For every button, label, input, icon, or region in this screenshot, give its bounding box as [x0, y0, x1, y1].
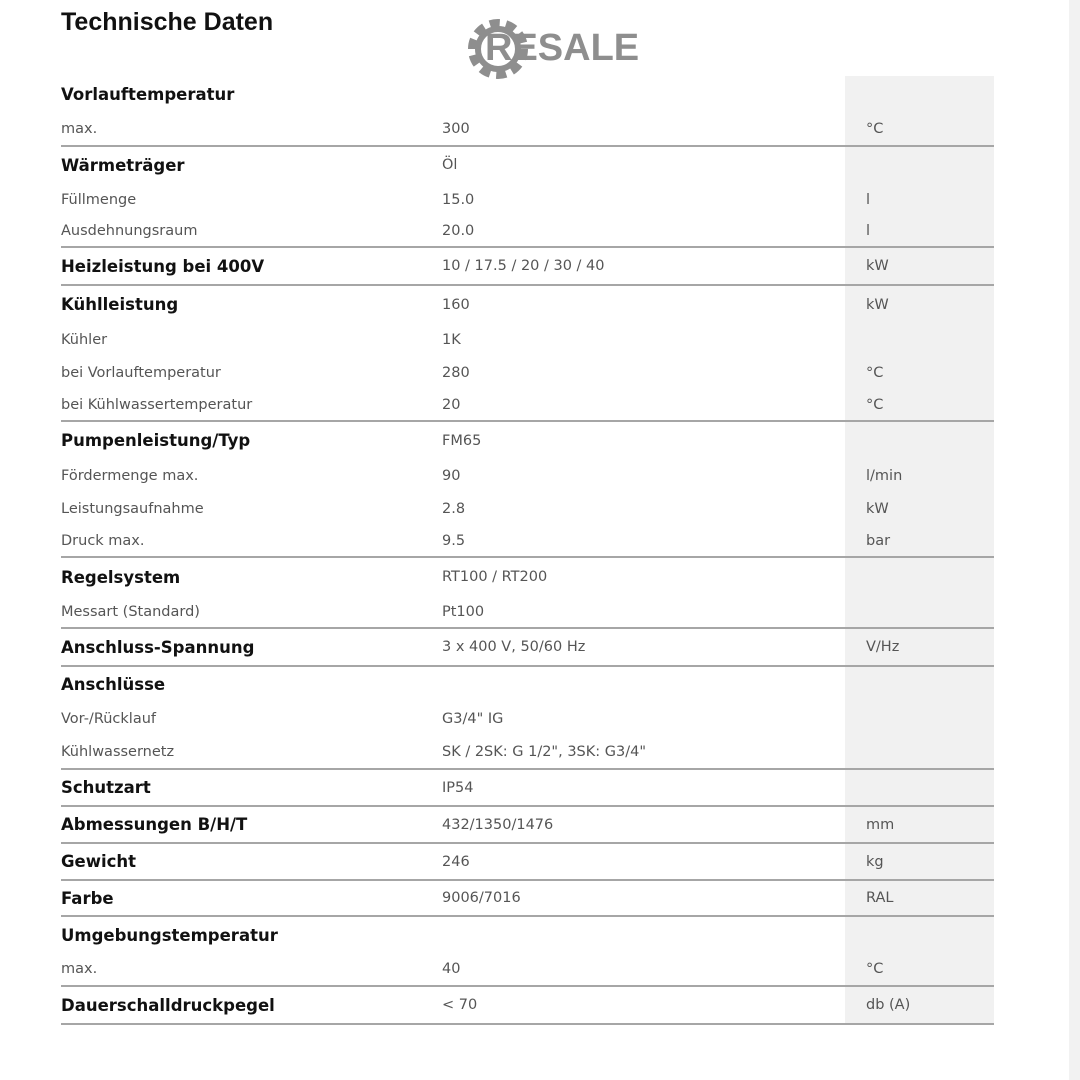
spec-value: 90 [442, 467, 461, 484]
spec-label: Fördermenge max. [61, 467, 199, 484]
table-row [61, 183, 994, 216]
spec-label: Messart (Standard) [61, 603, 200, 620]
spec-unit [866, 667, 991, 702]
table-row [61, 807, 994, 844]
spec-label: Regelsystem [61, 567, 181, 587]
table-row [61, 596, 994, 629]
spec-unit: l [866, 191, 871, 208]
spec-value: Öl [442, 157, 458, 173]
spec-value: 432/1350/1476 [442, 816, 554, 833]
spec-value: 15.0 [442, 191, 475, 208]
spec-unit [866, 596, 991, 627]
spec-unit [866, 736, 991, 768]
spec-unit: bar [866, 532, 891, 549]
spec-unit: RAL [866, 890, 894, 906]
spec-value: FM65 [442, 432, 482, 449]
spec-unit [866, 323, 991, 356]
spec-label: Kühlleistung [61, 295, 179, 314]
spec-unit: kW [866, 500, 889, 517]
spec-label: Ausdehnungsraum [61, 223, 198, 239]
spec-value: Pt100 [442, 603, 485, 620]
spec-unit: l/min [866, 467, 903, 484]
table-row [61, 917, 994, 953]
spec-value: 246 [442, 853, 470, 870]
table-row [61, 112, 994, 147]
spec-unit: kg [866, 853, 884, 870]
spec-unit: l [866, 223, 871, 239]
table-row [61, 770, 994, 807]
spec-label: bei Kühlwassertemperatur [61, 396, 253, 413]
spec-unit: °C [866, 364, 884, 381]
spec-value [442, 76, 842, 112]
spec-value: IP54 [442, 779, 474, 796]
spec-label: Wärmeträger [61, 155, 185, 175]
spec-value: 9.5 [442, 532, 466, 549]
spec-unit [866, 422, 991, 459]
table-row [61, 667, 994, 702]
spec-value: G3/4" IG [442, 711, 504, 727]
spec-unit: °C [866, 396, 884, 413]
spec-label: Anschluss-Spannung [61, 637, 255, 657]
table-row [61, 629, 994, 667]
table-row [61, 736, 994, 770]
spec-value [442, 667, 842, 702]
resale-logo [463, 14, 668, 84]
spec-label: Druck max. [61, 532, 145, 549]
spec-value: 20 [442, 396, 461, 413]
spec-unit [866, 147, 991, 183]
table-row [61, 286, 994, 323]
spec-label: Gewicht [61, 852, 137, 871]
spec-unit: mm [866, 816, 895, 833]
table-row [61, 881, 994, 917]
spec-unit [866, 917, 991, 953]
table-row [61, 844, 994, 881]
table-row [61, 459, 994, 492]
table-row [61, 248, 994, 286]
spec-label: Dauerschalldruckpegel [61, 995, 275, 1015]
spec-value: 10 / 17.5 / 20 / 30 / 40 [442, 258, 605, 274]
spec-label: Kühler [61, 331, 108, 348]
spec-unit: V/Hz [866, 639, 900, 655]
spec-label: Schutzart [61, 778, 151, 797]
table-row [61, 76, 994, 112]
spec-value: 300 [442, 120, 470, 137]
spec-label: Leistungsaufnahme [61, 500, 204, 517]
table-row [61, 389, 994, 422]
spec-label: Kühlwassernetz [61, 744, 175, 760]
table-row [61, 492, 994, 525]
spec-unit: °C [866, 961, 884, 977]
page-title: Technische Daten [61, 8, 274, 36]
spec-label: Pumpenleistung/Typ [61, 431, 251, 450]
spec-unit: kW [866, 296, 889, 313]
spec-label: Vor-/Rücklauf [61, 711, 157, 727]
spec-value: RT100 / RT200 [442, 569, 548, 585]
spec-unit: db (A) [866, 997, 911, 1013]
table-row [61, 216, 994, 248]
spec-label: Farbe [61, 888, 114, 908]
spec-label: Vorlauftemperatur [61, 84, 235, 104]
spec-label: Umgebungstemperatur [61, 925, 278, 945]
table-row [61, 953, 994, 987]
spec-table [61, 76, 994, 1025]
spec-unit [866, 702, 991, 736]
spec-value: < 70 [442, 997, 478, 1013]
spec-label: max. [61, 120, 98, 137]
spec-label: Füllmenge [61, 191, 137, 208]
spec-unit [866, 76, 991, 112]
spec-value: 9006/7016 [442, 890, 521, 906]
spec-label: bei Vorlauftemperatur [61, 364, 221, 381]
spec-value: 3 x 400 V, 50/60 Hz [442, 639, 586, 655]
spec-label: Anschlüsse [61, 675, 166, 694]
logo-text: RESALE [485, 27, 640, 69]
spec-value: 1K [442, 331, 461, 348]
spec-value: SK / 2SK: G 1/2", 3SK: G3/4" [442, 744, 646, 760]
spec-unit: °C [866, 120, 884, 137]
spec-value: 2.8 [442, 500, 466, 517]
spec-value [442, 917, 842, 953]
scrollbar-track[interactable] [1069, 0, 1080, 1080]
spec-value: 280 [442, 364, 470, 381]
spec-label: Abmessungen B/H/T [61, 815, 248, 834]
table-row [61, 147, 994, 183]
table-row [61, 987, 994, 1025]
spec-unit [866, 558, 991, 596]
table-row [61, 525, 994, 558]
spec-unit: kW [866, 258, 889, 274]
spec-value: 20.0 [442, 223, 475, 239]
spec-value: 160 [442, 296, 470, 313]
spec-value: 40 [442, 961, 461, 977]
spec-label: max. [61, 961, 98, 977]
table-row [61, 558, 994, 596]
spec-unit [866, 770, 991, 805]
table-row [61, 323, 994, 356]
table-row [61, 422, 994, 459]
spec-label: Heizleistung bei 400V [61, 256, 265, 276]
table-row [61, 356, 994, 389]
table-row [61, 702, 994, 736]
